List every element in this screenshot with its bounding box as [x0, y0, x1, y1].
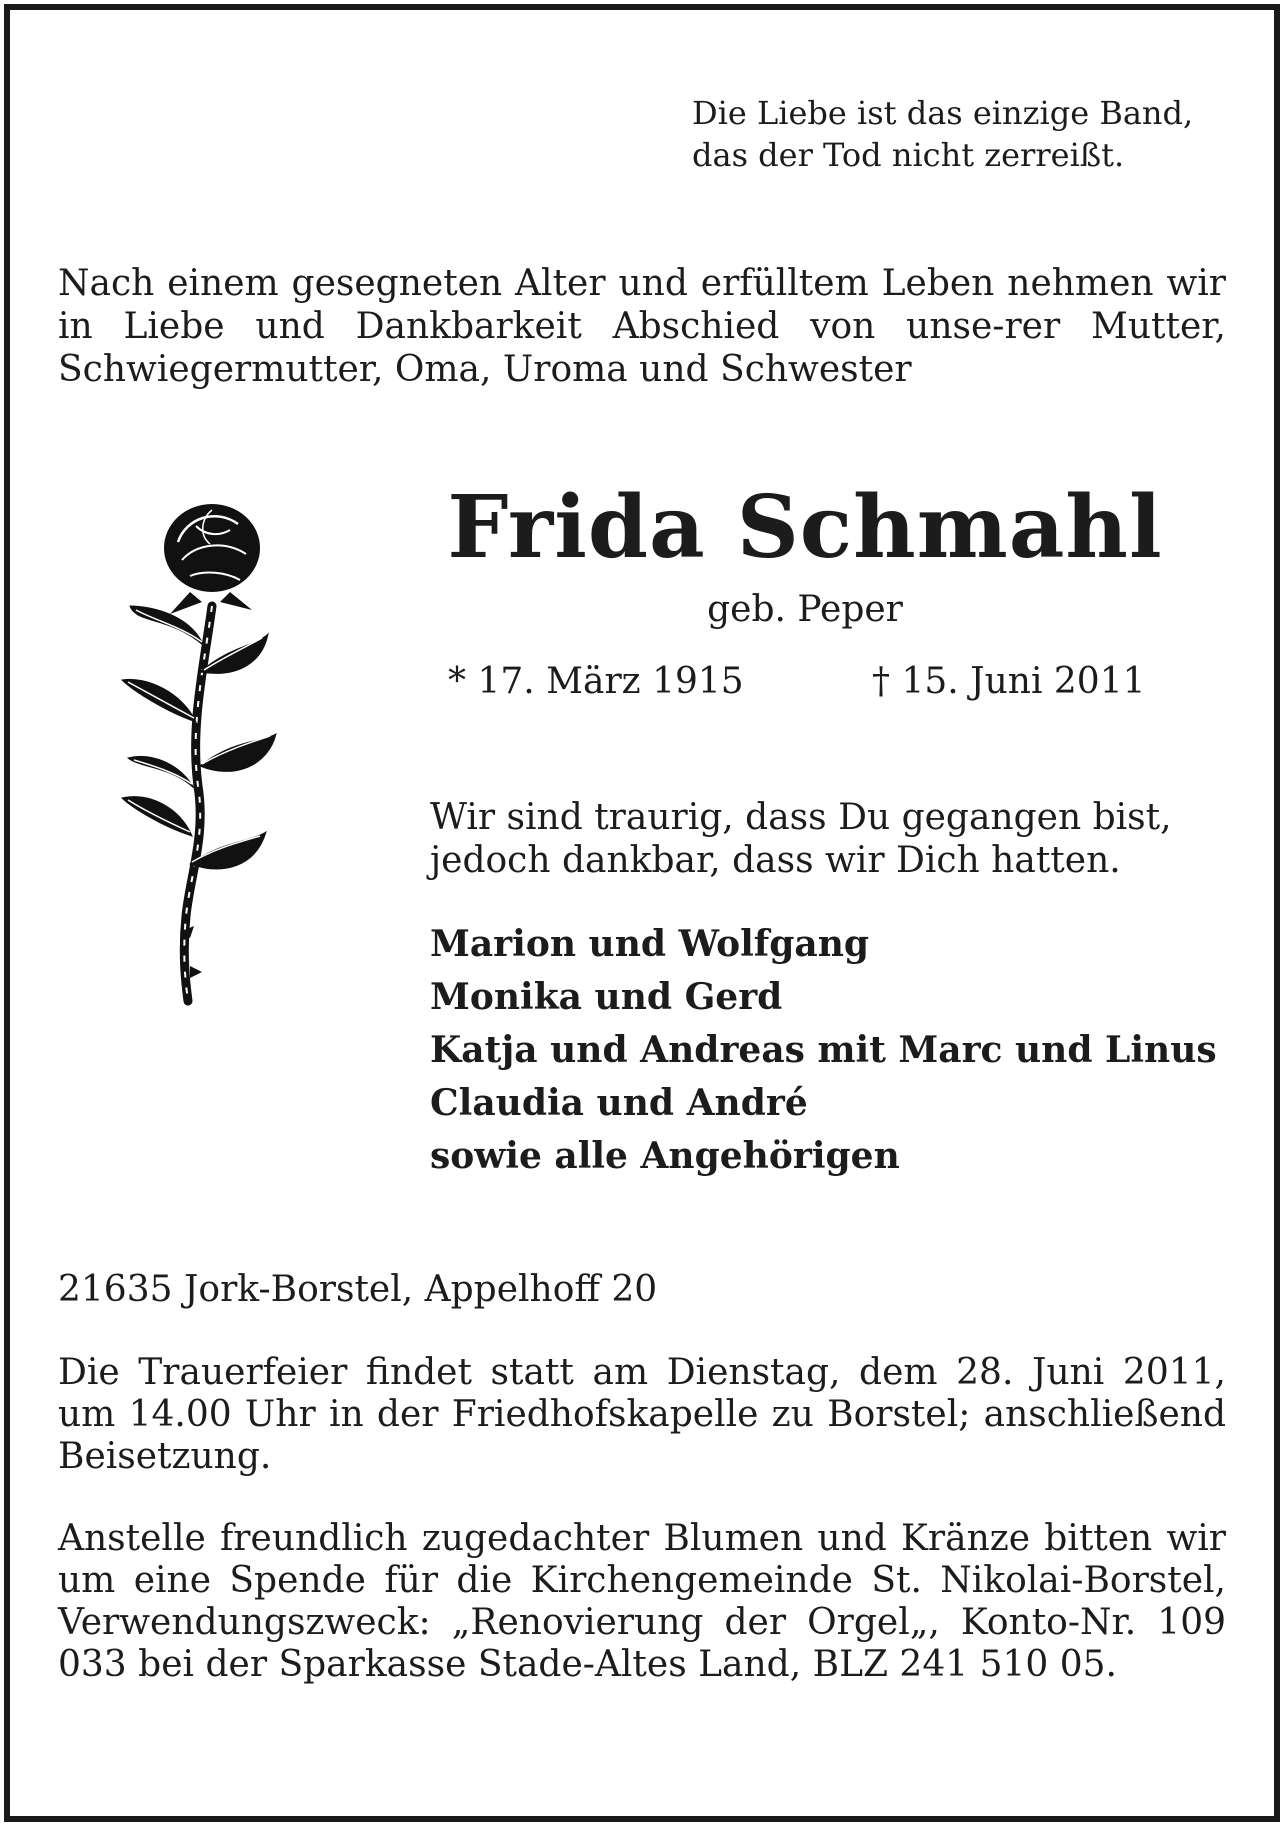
birth-date: * 17. März 1915 [448, 661, 744, 702]
mourner-entry: sowie alle Angehörigen [430, 1135, 900, 1177]
comfort-line-1: Wir sind traurig, dass Du gegangen bist, [430, 797, 1172, 838]
maiden-name: geb. Peper [707, 589, 903, 630]
donation-request: Anstelle freundlich zugedachter Blumen und Kränze bitten wir um eine Spende für die Kirchengemeinde St. Nikolai-Borstel, Verwendungszweck: „Renovierung der Orgel„, Konto-Nr. 109 033 bei der Sparkasse Stade-Altes Land, BLZ 241 510 05. [58, 1518, 1226, 1685]
rose-icon [120, 496, 290, 1006]
intro-text: Nach einem gesegneten Alter und erfülltem Leben nehmen wir in Liebe und Dankbarkeit Abschied von unse-rer Mutter, Schwiegermutter, Oma, Uroma und Schwester [58, 263, 1226, 390]
family-address: 21635 Jork-Borstel, Appelhoff 20 [58, 1269, 658, 1310]
mourners-list [430, 918, 1230, 1183]
funeral-details: Die Trauerfeier findet statt am Dienstag, dem 28. Juni 2011, um 14.00 Uhr in der Friedhofskapelle zu Borstel; anschließend Beisetzung. [58, 1352, 1226, 1477]
mourner-entry: Marion und Wolfgang [430, 923, 870, 965]
motto-line-1: Die Liebe ist das einzige Band, [692, 94, 1194, 132]
deceased-name: Frida Schmahl [447, 477, 1163, 578]
death-date: † 15. Juni 2011 [872, 661, 1146, 702]
mourner-entry: Katja und Andreas mit Marc und Linus [430, 1029, 1217, 1071]
comfort-line-2: jedoch dankbar, dass wir Dich hatten. [430, 840, 1121, 881]
mourner-entry: Claudia und André [430, 1082, 808, 1124]
motto-quote [692, 92, 1232, 176]
motto-line-2: das der Tod nicht zerreißt. [692, 136, 1125, 174]
mourner-entry: Monika und Gerd [430, 976, 783, 1018]
comfort-quote [430, 796, 1230, 882]
